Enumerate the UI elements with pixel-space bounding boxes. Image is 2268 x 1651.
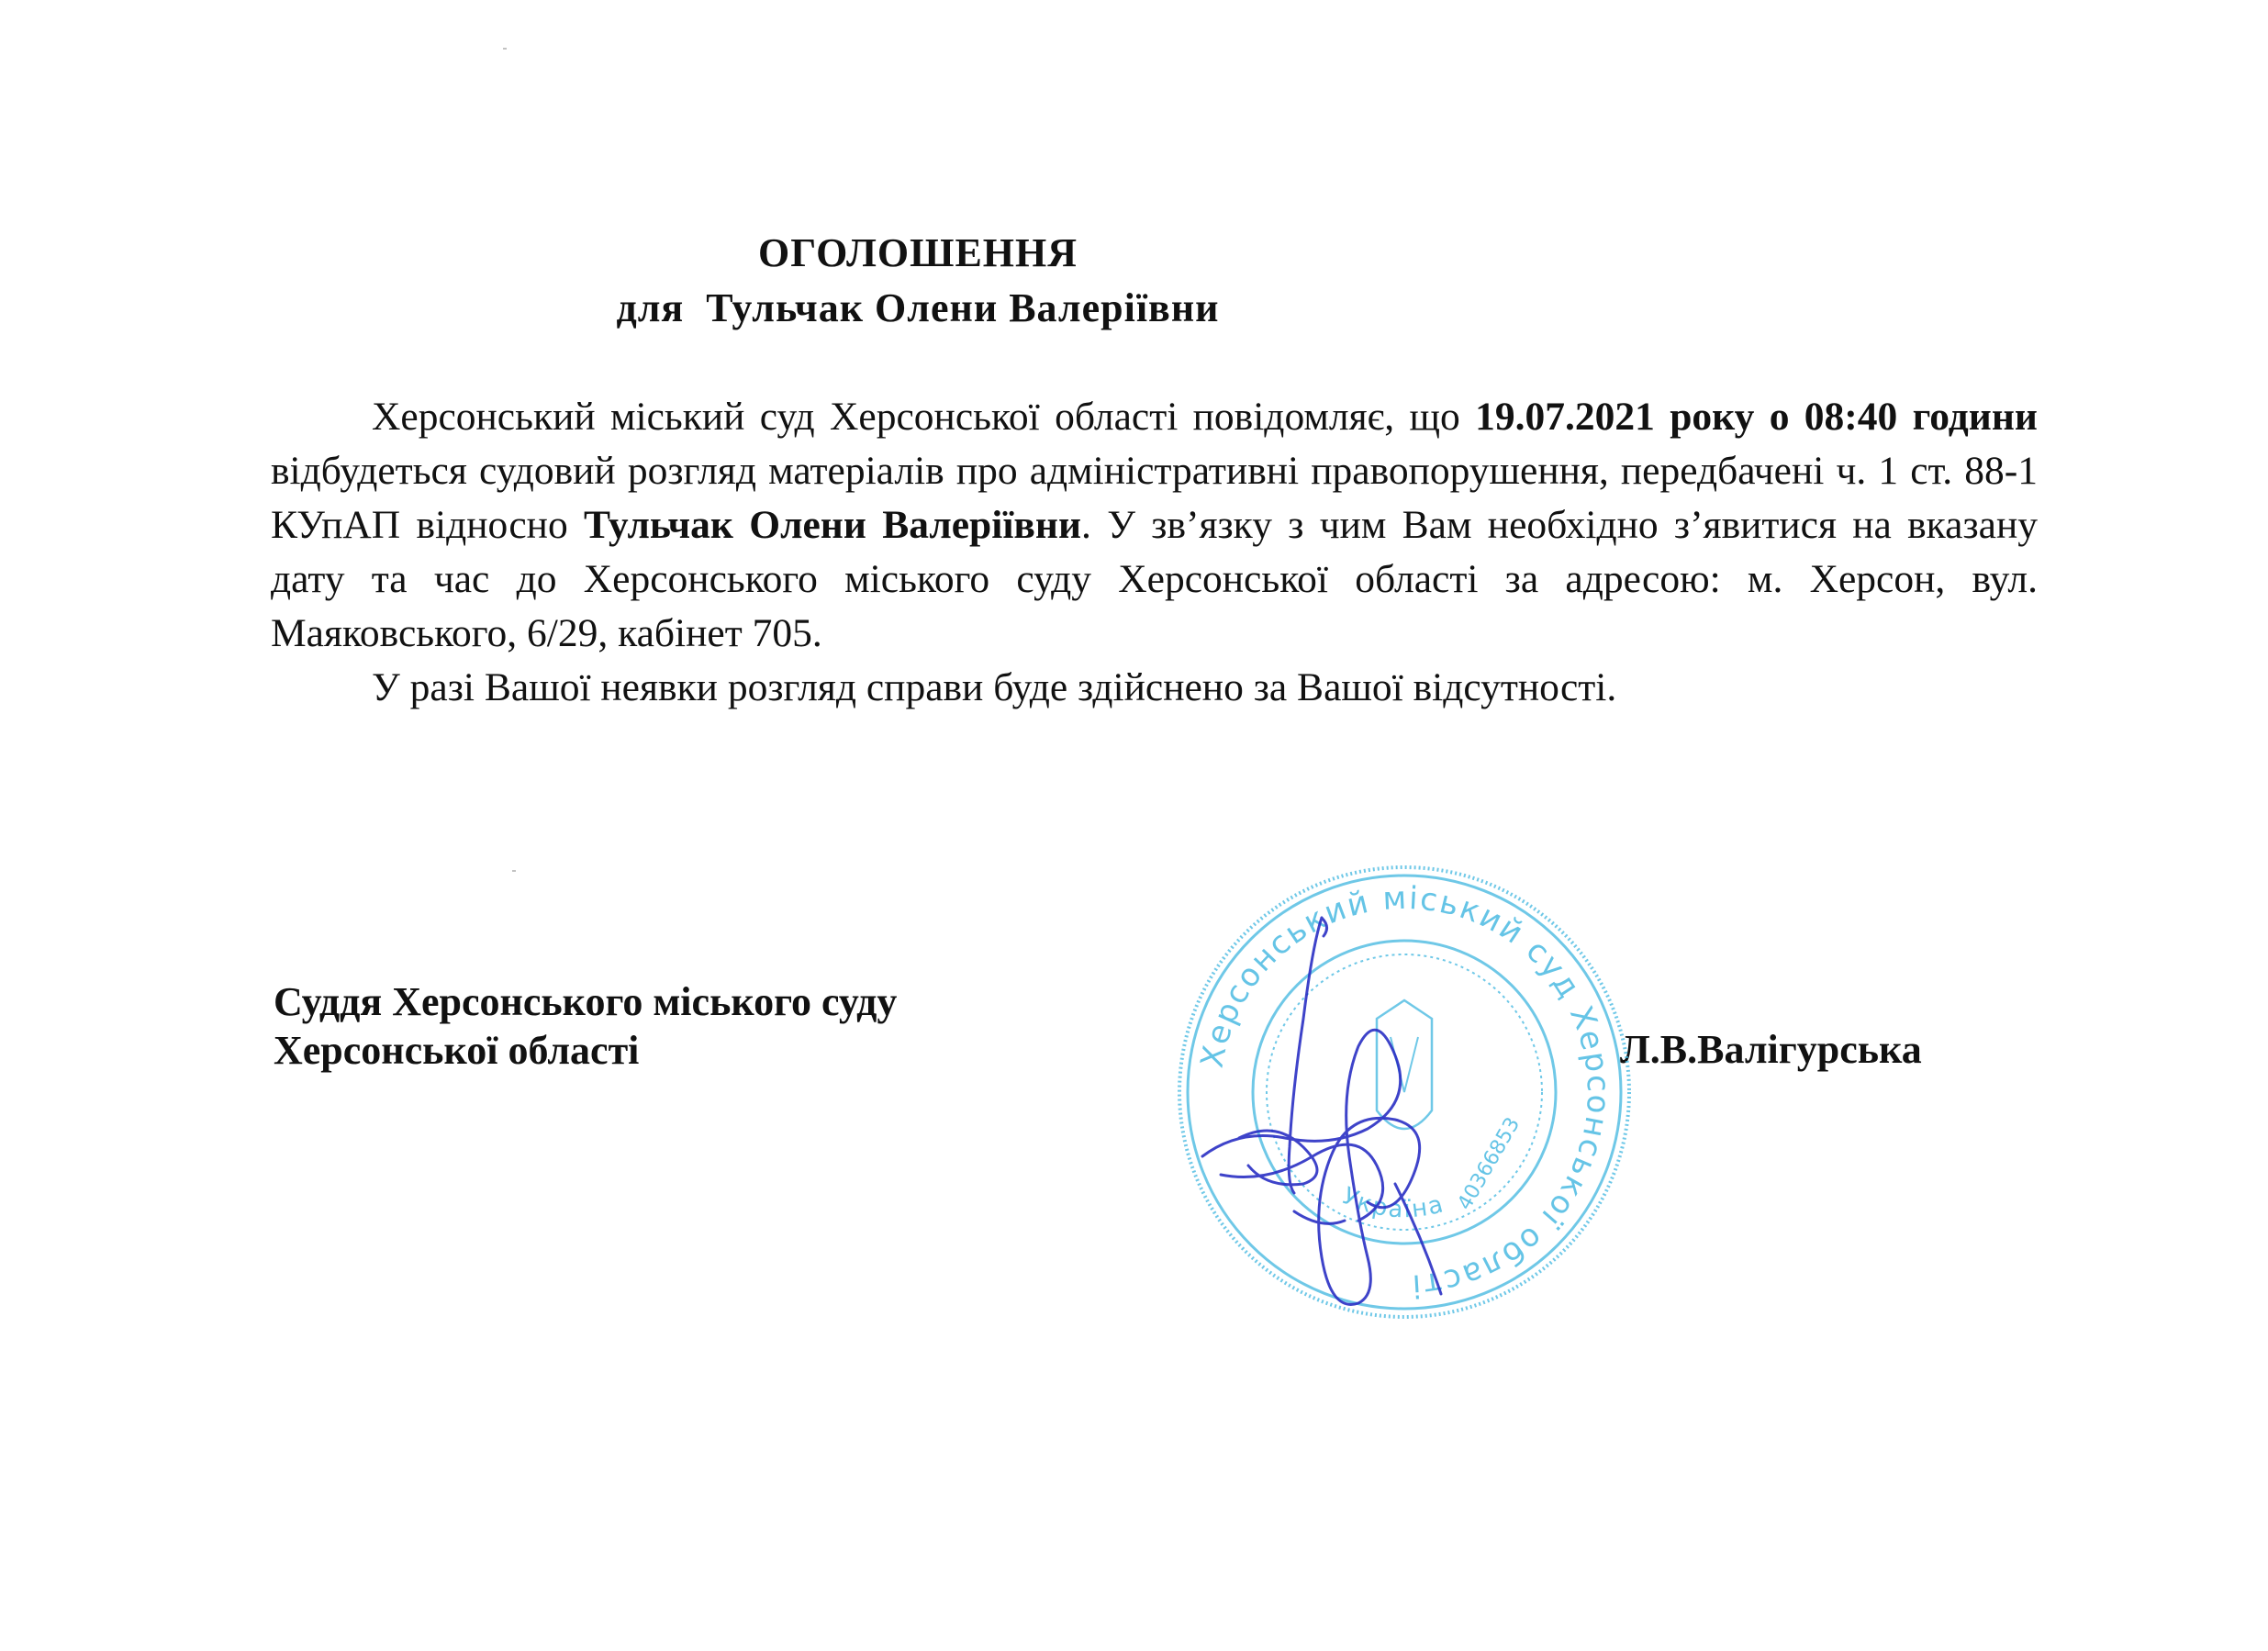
announcement-addressee	[0, 284, 1836, 331]
scan-speck	[503, 48, 507, 50]
handwritten-signature	[1184, 909, 1487, 1322]
addressee-prefix: для	[616, 285, 685, 330]
body-text-segment: . У зв’язку з чим Вам необхідно з’явитися на вказану дату та час до Херсонського міського суду Херсонської області за адресою: м. Херсон, вул. Маяковського, 6/29, кабінет 705.	[271, 503, 2038, 655]
judge-name: Л.В.Валігурська	[1620, 1027, 1922, 1072]
judge-position	[274, 977, 897, 1075]
announcement-title: ОГОЛОШЕННЯ	[757, 230, 1078, 275]
stamp-id-code: 40366853	[1453, 1113, 1525, 1214]
body-paragraph-2: У разі Вашої неявки розгляд справи буде здійснено за Вашої відсутності.	[372, 665, 1617, 709]
addressee-name: Тульчак Олени Валеріївни	[706, 285, 1220, 330]
stamp-bottom-text: Україна	[1337, 1182, 1448, 1224]
announcement-body	[271, 390, 2038, 715]
judge-position-line-1: Суддя Херсонського міського суду	[274, 979, 898, 1024]
stamp-outer-text: Херсонський міський суд Херсонської області	[1193, 879, 1617, 1304]
judge-position-line-2: Херсонської області	[274, 1028, 640, 1073]
body-text-segment: відбудеться судовий розгляд матеріалів про адміністративні правопорушення, передбачені ч. 1 ст. 88-1 КУпАП відносно	[271, 449, 2038, 547]
defendant-name: Тульчак Олени Валеріївни	[584, 503, 1082, 547]
body-text-segment: Херсонський міський суд Херсонської області повідомляє, що	[372, 395, 1476, 439]
scan-speck	[512, 870, 516, 872]
hearing-datetime: 19.07.2021 року о 08:40 години	[1475, 395, 2038, 439]
body-paragraph-1	[271, 390, 2038, 661]
